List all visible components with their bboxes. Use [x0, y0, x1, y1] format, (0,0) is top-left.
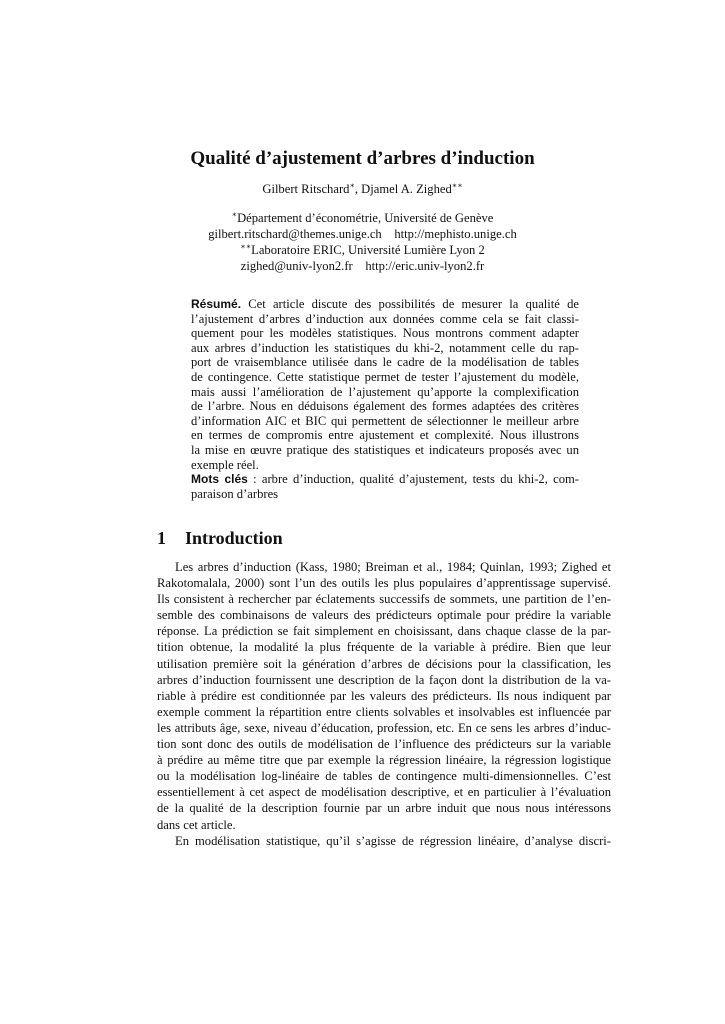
affiliation-1 — [0, 210, 725, 226]
author-name: Djamel A. Zighed — [361, 182, 452, 196]
affil-text: Laboratoire ERIC, Université Lumière Lyon 2 — [251, 243, 485, 257]
abstract-line: en termes de compromis entre ajustement et complexité. Nous illustrons — [191, 428, 579, 443]
keywords-text: : arbre d’induction, qualité d’ajustement, tests du khi-2, com- — [247, 472, 580, 487]
keywords-line — [191, 472, 579, 487]
affil-text: Département d’économétrie, Université de Genève — [237, 211, 494, 225]
abstract-text: Cet article discute des possibilités de mesurer la qualité de — [248, 297, 579, 311]
affil-mark: ∗ — [231, 210, 238, 219]
body-line: utilisation première soit la génération d’arbres de décisions pour la classification, les — [157, 656, 611, 671]
section-heading — [157, 528, 283, 549]
body-line: de la qualité de la description fournie par un arbre induit que nous nous intéressons — [157, 801, 611, 816]
abstract-line: l’ajustement d’arbres d’induction aux données comme cela se fait classi- — [191, 311, 579, 326]
abstract-line: la mise en œuvre pratique des statistiques et indicateurs proposés avec un — [191, 442, 579, 457]
author-line — [0, 182, 725, 197]
author-name: Gilbert Ritschard — [262, 182, 350, 196]
keywords-heading: Mots clés — [191, 472, 248, 487]
abstract-line: d’information AIC et BIC qui permettent de sélectionner le meilleur arbre — [191, 413, 579, 428]
affiliation-2-contact: zighed@univ-lyon2.fr http://eric.univ-lyon2.fr — [240, 259, 485, 273]
abstract-heading: Résumé. — [191, 297, 242, 311]
body-line: riable à prédire est conditionnée par les valeurs des prédicteurs. Ils nous indiquent par — [157, 688, 611, 703]
body-line: réponse. La prédiction se fait simplement en choisissant, dans chaque classe de la par- — [157, 624, 611, 639]
body-line: arbres d’induction fournissent une description de la façon dont la distribution de la va- — [157, 672, 611, 687]
section-title: Introduction — [185, 528, 283, 548]
keywords-line: paraison d’arbres — [191, 486, 279, 501]
body-line: Rakotomalala, 2000) sont l’un des outils les plus populaires d’apprentissage supervisé. — [157, 576, 611, 591]
author-separator: , — [354, 182, 362, 196]
body-line: dans cet article. — [157, 817, 236, 832]
abstract-line: aux arbres d’induction les statistiques du khi-2, notamment celle du rap- — [191, 340, 579, 355]
abstract-line: port de vraisemblance utilisée dans le cadre de la modélisation de tables — [191, 355, 579, 370]
abstract-line: exemple réel. — [191, 457, 259, 472]
affiliation-1-contact: gilbert.ritschard@themes.unige.ch http://mephisto.unige.ch — [208, 227, 517, 241]
affil-mark: ∗∗ — [240, 242, 252, 251]
author-affil-mark: ∗ — [349, 181, 355, 190]
body-line: tion sont donc des outils de modélisation de l’influence des prédicteurs sur la variable — [157, 737, 611, 752]
body-line: essentiellement à cet aspect de modélisation descriptive, et en particulier à l’évaluation — [157, 785, 611, 800]
body-line: Ils consistent à rechercher par éclatements successifs de sommets, une partition de l’en- — [157, 592, 611, 607]
abstract-line: de contingence. Cette statistique permet de tester l’ajustement du modèle, — [191, 369, 579, 384]
body-line: Les arbres d’induction (Kass, 1980; Breiman et al., 1984; Quinlan, 1993; Zighed et — [175, 560, 611, 574]
affiliation-2 — [0, 242, 725, 258]
body-line: ou la modélisation log-linéaire de tables de contingence multi-dimensionnelles. C’est — [157, 769, 611, 784]
body-line: à prédire au même titre que par exemple la régression linéaire, la régression logistique — [157, 753, 611, 768]
body-text — [157, 559, 611, 849]
section-number: 1 — [157, 528, 166, 548]
abstract-line: mais aussi l’amélioration de l’ajustement qu’apporte la complexification — [191, 384, 579, 399]
affiliations — [0, 210, 725, 274]
abstract-line: de l’arbre. Nous en déduisons également des formes adaptées des critères — [191, 399, 579, 414]
abstract-line: quement pour les modèles statistiques. Nous montrons comment adapter — [191, 326, 579, 341]
abstract-line — [191, 297, 579, 312]
body-line: tition obtenue, la modalité la plus fréquente de la variable à prédire. Bien que leur — [157, 640, 611, 655]
paper-title: Qualité d’ajustement d’arbres d’induction — [190, 148, 535, 169]
body-line: semble des combinaisons de valeurs des prédicteurs optimale pour prédire la variable — [157, 608, 611, 623]
author-affil-mark: ∗∗ — [451, 181, 463, 190]
body-line: les attributs âge, sexe, niveau d’éducation, profession, etc. En ce sens les arbres d’induc- — [157, 720, 611, 735]
body-line: exemple comment la répartition entre clients solvables et insolvables est influencée par — [157, 704, 611, 719]
abstract — [191, 297, 579, 501]
body-line: En modélisation statistique, qu’il s’agisse de régression linéaire, d’analyse discri- — [175, 833, 611, 848]
